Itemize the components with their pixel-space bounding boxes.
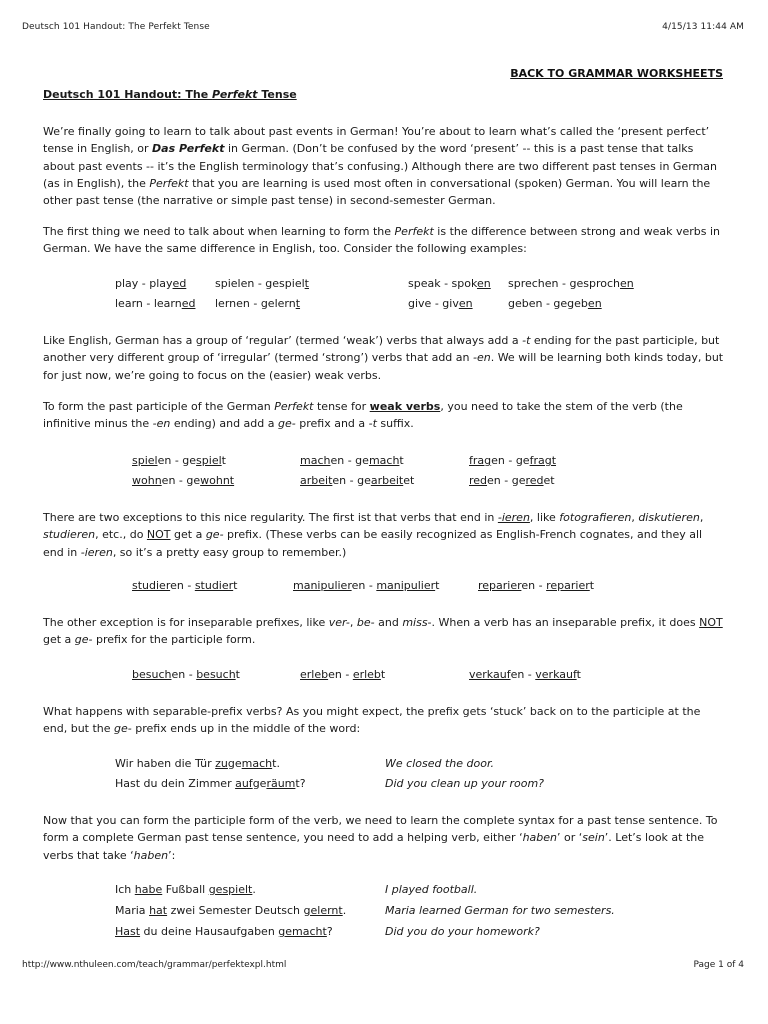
english-translation: Maria learned German for two semesters. [385,904,615,917]
exceptions-paragraph: There are two exceptions to this nice regularity. The first ist that verbs that end in -ieren, like fotografieren, diskutieren, studieren, etc., do NOT get a ge- prefix. (These verbs can be easily recognized as English-French cognates, and they all end in -ieren, so it’s a pretty easy group to remember.) [43,511,704,559]
print-footer-page-number: Page 1 of 4 [693,960,744,970]
example-item: learn - learned [115,297,196,310]
english-translation: Did you do your homework? [385,925,540,938]
example-item: speak - spoken [408,277,491,290]
weak-verbs-link[interactable]: weak verbs [369,400,441,413]
example-item: machen - gemacht [300,454,404,467]
example-item: manipulieren - manipuliert [293,579,440,592]
inseparable-prefix-paragraph: The other exception is for inseparable prefixes, like ver-, be- and miss-. When a verb has an inseparable prefix, it does NOT get a ge- prefix for the participle form. [43,616,723,647]
example-item: besuchen - besucht [132,668,240,681]
regular-verbs-paragraph: Like English, German has a group of ‘regular’ (termed ‘weak’) verbs that always add a -t ending for the past participle, but another very different group of ‘irregular’ (termed ‘strong’) verbs that add an -en. We will be learning both kinds today, but for just now, we’re going to focus on the (easier) weak verbs. [43,334,724,382]
example-item: give - given [408,297,473,310]
syntax-paragraph: Now that you can form the participle form of the verb, we need to learn the complete syntax for a past tense sentence. To form a complete German past tense sentence, you need to add a helping verb, either ‘haben’ or ‘sein’. Let’s look at the verbs that take ‘haben’: [43,814,718,862]
example-item: studieren - studiert [132,579,238,592]
german-sentence: Maria hat zwei Semester Deutsch gelernt. [115,904,347,917]
example-item: erleben - erlebt [300,668,386,681]
weak-verbs-paragraph: To form the past participle of the German Perfekt tense for weak verbs, you need to take the stem of the verb (the infinitive minus the -en ending) and add a ge- prefix and a -t suffix. [43,400,683,431]
german-sentence: Hast du deine Hausaufgaben gemacht? [115,925,333,938]
strong-weak-paragraph: The first thing we need to talk about when learning to form the Perfekt is the difference between strong and weak verbs in German. We have the same difference in English, too. Consider the following examples: [43,225,721,256]
example-item: geben - gegeben [508,297,602,310]
example-item: play - played [115,277,187,290]
german-sentence: Ich habe Fußball gespielt. [115,883,256,896]
back-to-worksheets-link[interactable]: BACK TO GRAMMAR WORKSHEETS [510,67,723,80]
example-item: spielen - gespielt [132,454,226,467]
page-title: Deutsch 101 Handout: The Perfekt Tense [43,88,297,101]
english-translation: We closed the door. [385,757,494,770]
example-item: arbeiten - gearbeitet [300,474,415,487]
intro-paragraph: We’re finally going to learn to talk about past events in German! You’re about to learn what’s called the ‘present perfect’ tense in English, or Das Perfekt in German. (Don’t be confused by the word ‘present’ -- this is a past tense that talks about past events -- it’s the English terminology that’s confusing.) Although there are two different past tenses in German (as in English), the Perfekt that you are learning is used most often in conversational (spoken) German. You will learn the other past tense (the narrative or simple past tense) in second-semester German. [43,125,717,208]
german-sentence: Hast du dein Zimmer aufgeräumt? [115,777,306,790]
example-item: wohnen - gewohnt [132,474,235,487]
print-header-title: Deutsch 101 Handout: The Perfekt Tense [22,22,210,32]
print-footer-url: http://www.nthuleen.com/teach/grammar/perfektexpl.html [22,960,287,970]
example-item: fragen - gefragt [469,454,557,467]
example-item: verkaufen - verkauft [469,668,581,681]
example-item: reden - geredet [469,474,555,487]
print-header-timestamp: 4/15/13 11:44 AM [662,22,744,32]
example-item: reparieren - repariert [478,579,595,592]
example-item: lernen - gelernt [215,297,301,310]
example-item: spielen - gespielt [215,277,309,290]
english-translation: Did you clean up your room? [385,777,545,790]
english-translation: I played football. [385,883,478,896]
example-item: sprechen - gesprochen [508,277,634,290]
german-sentence: Wir haben die Tür zugemacht. [115,757,280,770]
separable-prefix-paragraph: What happens with separable-prefix verbs? As you might expect, the prefix gets ‘stuck’ back on to the participle at the end, but the ge- prefix ends up in the middle of the word: [43,705,701,736]
